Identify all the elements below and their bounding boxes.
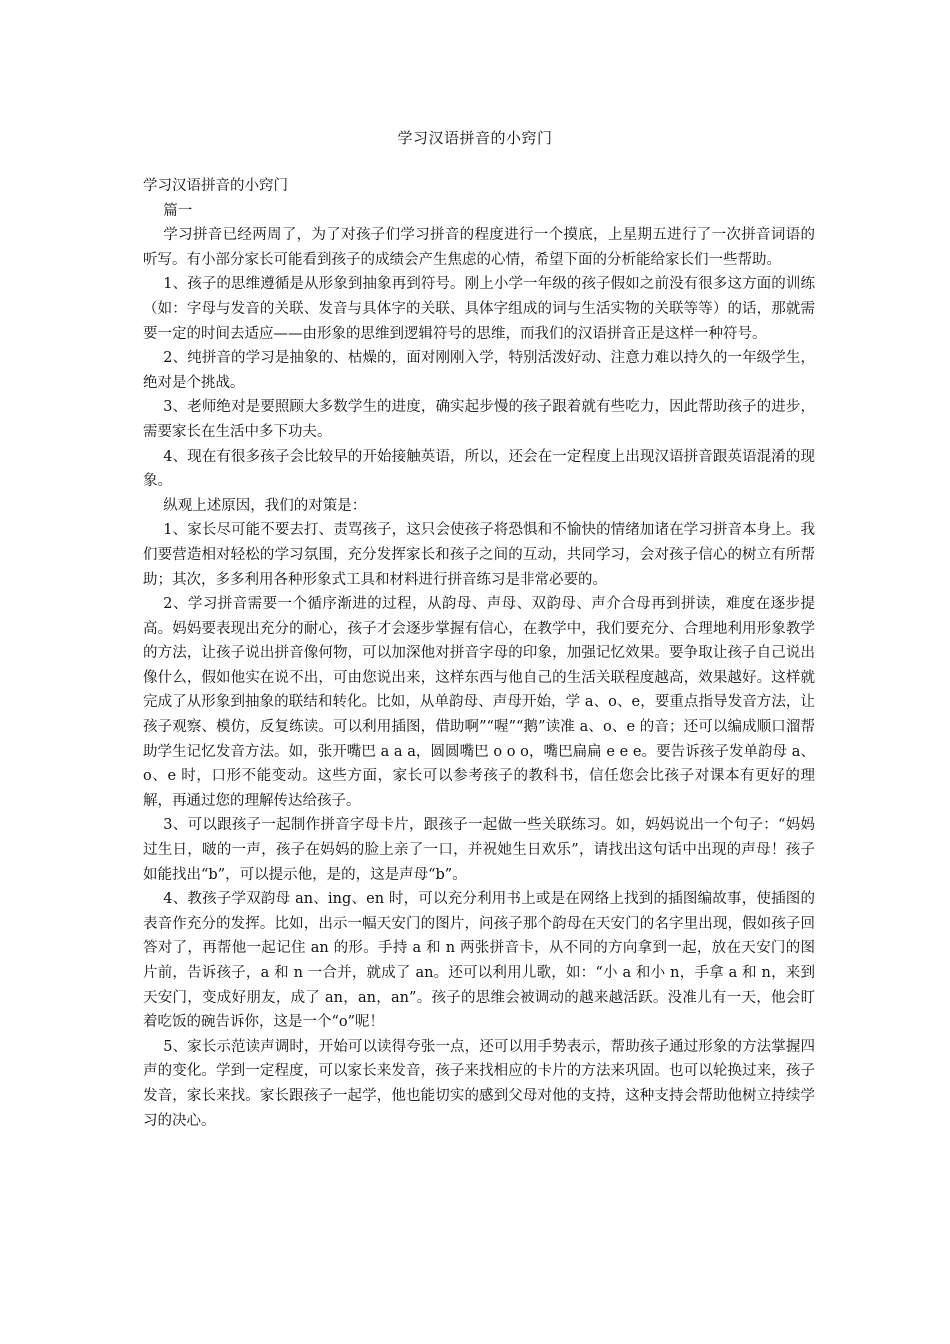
paragraph-strategy-2: 2、学习拼音需要一个循序渐进的过程，从韵母、声母、双韵母、声介合母再到拼读，难度在逐步提高。妈妈要表现出充分的耐心，孩子才会逐步掌握有信心，在教学中，我们要充分、合理地利用形象教学的方法，让孩子说出拼音像何物，可以加深他对拼音字母的印象，加强记忆效果。要争取让孩子自己说出像什么，假如他实在说不出，可由您说出来，这样东西与他自己的生活关联程度越高，效果越好。这样就完成了从形象到抽象的联结和转化。比如，从单韵母、声母开始，学 a、o、e，要重点指导发音方法，让孩子观察、模仿，反复练读。可以利用插图，借助啊”“喔”“鹅”读准 a、o、e 的音；还可以编成顺口溜帮助学生记忆发音方法。如，张开嘴巴 a a a，圆圆嘴巴 o o o，嘴巴扁扁 e e e。要告诉孩子发单韵母 a、o、e 时，口形不能变动。这些方面，家长可以参考孩子的教科书，信任您会比孩子对课本有更好的理解，再通过您的理解传达给孩子。 <box>143 596 815 809</box>
paragraph-strategy-1: 1、家长尽可能不要去打、责骂孩子，这只会使孩子将恐惧和不愉快的情绪加诸在学习拼音本身上。我们要营造相对轻松的学习氛围，充分发挥家长和孩子之间的互动，共同学习，会对孩子信心的树立有所帮助；其次，多多利用各种形象式工具和材料进行拼音练习是非常必要的。 <box>143 522 815 588</box>
section-label: 篇一 <box>163 202 193 219</box>
paragraph-intro: 学习拼音已经两周了，为了对孩子们学习拼音的程度进行一个摸底，上星期五进行了一次拼音词语的听写。有小部分家长可能看到孩子的成绩会产生焦虑的心情，希望下面的分析能给家长们一些帮助。 <box>143 227 815 268</box>
document-subtitle: 学习汉语拼音的小窍门 <box>143 178 288 194</box>
paragraph-strategy-5: 5、家长示范读声调时，开始可以读得夸张一点，还可以用手势表示，帮助孩子通过形象的方法掌握四声的变化。学到一定程度，可以家长来发音，孩子来找相应的卡片的方法来巩固。也可以轮换过来，孩子发音，家长来找。家长跟孩子一起学，他也能切实的感到父母对他的支持，这种支持会帮助他树立持续学习的决心。 <box>143 1038 815 1129</box>
paragraph-strategy-heading: 纵观上述原因，我们的对策是： <box>163 497 367 514</box>
paragraph-reason-1: 1、孩子的思维遵循是从形象到抽象再到符号。刚上小学一年级的孩子假如之前没有很多这方面的训练（如：字母与发音的关联、发音与具体字的关联、具体字组成的词与生活实物的关联等等）的话，那就需要一定的时间去适应——由形象的思维到逻辑符号的思维，而我们的汉语拼音正是这样一种符号。 <box>143 276 815 342</box>
document-body <box>143 174 815 1133</box>
paragraph-reason-2: 2、纯拼音的学习是抽象的、枯燥的，面对刚刚入学，特别活泼好动、注意力难以持久的一年级学生，绝对是个挑战。 <box>143 350 815 391</box>
paragraph-strategy-3: 3、可以跟孩子一起制作拼音字母卡片，跟孩子一起做一些关联练习。如，妈妈说出一个句子：“妈妈过生日，啵的一声，孩子在妈妈的脸上亲了一口，并祝她生日欢乐”，请找出这句话中出现的声母！孩子如能找出“b”，可以提示他，是的，这是声母“b”。 <box>143 817 815 883</box>
paragraph-reason-3: 3、老师绝对是要照顾大多数学生的进度，确实起步慢的孩子跟着就有些吃力，因此帮助孩子的进步，需要家长在生活中多下功夫。 <box>143 399 815 440</box>
paragraph-strategy-4: 4、教孩子学双韵母 an、ing、en 时，可以充分利用书上或是在网络上找到的插图编故事，使插图的表音作充分的发挥。比如，出示一幅天安门的图片，问孩子那个韵母在天安门的名字里出现，假如孩子回答对了，再帮他一起记住 an 的形。手持 a 和 n 两张拼音卡，从不同的方向拿到一起，放在天安门的图片前，告诉孩子，a 和 n 一合并，就成了 an。还可以利用儿歌，如：“小 a 和小 n，手拿 a 和 n，来到天安门，变成好朋友，成了 an，an，an”。孩子的思维会被调动的越来越活跃。没准儿有一天，他会盯着吃饭的碗告诉你，这是一个“o”呢！ <box>143 891 815 1031</box>
document-title: 学习汉语拼音的小窍门 <box>397 129 553 147</box>
paragraph-reason-4: 4、现在有很多孩子会比较早的开始接触英语，所以，还会在一定程度上出现汉语拼音跟英语混淆的现象。 <box>143 448 815 490</box>
